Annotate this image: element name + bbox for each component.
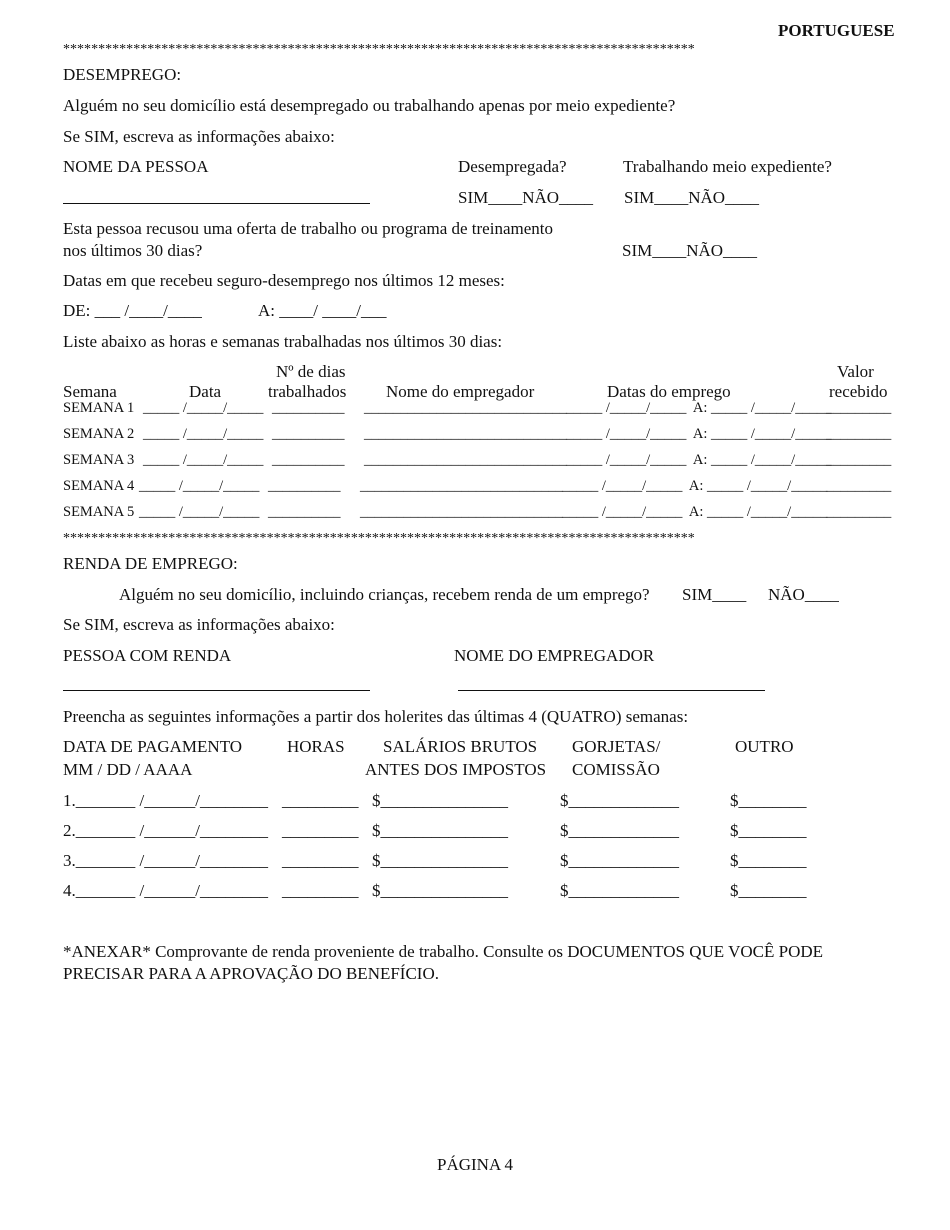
header-gross-line1: SALÁRIOS BRUTOS — [383, 737, 538, 756]
header-gross-line2: ANTES DOS IMPOSTOS — [365, 760, 547, 779]
header-pay-date-line2: MM / DD / AAAA — [63, 760, 193, 779]
refused-offer-line2: nos últimos 30 dias? — [63, 241, 203, 260]
pay-hours-field[interactable]: _________ — [282, 821, 359, 840]
pay-date-field[interactable]: 2._______ /______/________ — [63, 821, 268, 840]
refused-offer-sim-nao[interactable]: SIM____NÃO____ — [622, 241, 758, 260]
week-days-field[interactable]: __________ — [272, 400, 345, 416]
week-date-field[interactable]: _____ /_____/_____ — [143, 452, 264, 468]
week-label: SEMANA 1 — [63, 400, 135, 416]
part-time-sim-nao[interactable]: SIM____NÃO____ — [624, 188, 760, 207]
col-unemployed: Desempregada? — [458, 157, 567, 176]
unemployment-title: DESEMPREGO: — [63, 65, 182, 84]
divider-middle: ****************************************************************************************** — [63, 531, 695, 546]
week-value-field[interactable]: _________ — [826, 400, 892, 416]
employer-name-field[interactable] — [458, 690, 765, 691]
pay-other-field[interactable]: $________ — [730, 881, 807, 900]
unemployment-if-yes: Se SIM, escreva as informações abaixo: — [63, 127, 335, 146]
header-other: OUTRO — [735, 737, 794, 756]
pay-other-field[interactable]: $________ — [730, 791, 807, 810]
week-days-field[interactable]: __________ — [268, 504, 341, 520]
attachment-note-line2: PRECISAR PARA A APROVAÇÃO DO BENEFÍCIO. — [63, 964, 439, 983]
divider-top: ****************************************************************************************** — [63, 42, 695, 57]
benefit-from-field[interactable]: DE: ___ /____/____ — [63, 301, 202, 320]
week-label: SEMANA 4 — [63, 478, 135, 494]
week-days-field[interactable]: __________ — [272, 452, 345, 468]
unemployed-sim-nao[interactable]: SIM____NÃO____ — [458, 188, 594, 207]
week-employer-field[interactable]: ____________________________ — [364, 426, 567, 442]
benefit-to-field[interactable]: A: ____/ ____/___ — [258, 301, 387, 320]
pay-other-field[interactable]: $________ — [730, 851, 807, 870]
week-label: SEMANA 3 — [63, 452, 135, 468]
week-date-field[interactable]: _____ /_____/_____ — [143, 400, 264, 416]
person-with-income-field[interactable] — [63, 690, 370, 691]
header-value-line2: recebido — [829, 382, 888, 401]
header-hours: HORAS — [287, 737, 345, 756]
pay-hours-field[interactable]: _________ — [282, 791, 359, 810]
pay-gross-field[interactable]: $_______________ — [372, 851, 508, 870]
header-week: Semana — [63, 382, 117, 401]
pay-hours-field[interactable]: _________ — [282, 881, 359, 900]
week-label: SEMANA 2 — [63, 426, 135, 442]
header-value-line1: Valor — [837, 362, 874, 381]
refused-offer-line1: Esta pessoa recusou uma oferta de trabalho ou programa de treinamento — [63, 219, 553, 238]
pay-tips-field[interactable]: $_____________ — [560, 881, 679, 900]
employment-income-question: Alguém no seu domicílio, incluindo crianças, recebem renda de um emprego? — [119, 585, 650, 604]
pay-tips-field[interactable]: $_____________ — [560, 851, 679, 870]
pay-hours-field[interactable]: _________ — [282, 851, 359, 870]
pay-gross-field[interactable]: $_______________ — [372, 821, 508, 840]
week-employer-field[interactable]: ____________________________ — [360, 478, 563, 494]
week-days-field[interactable]: __________ — [268, 478, 341, 494]
week-value-field[interactable]: _________ — [826, 426, 892, 442]
col-person-name: NOME DA PESSOA — [63, 157, 209, 176]
header-days-line2: trabalhados — [268, 382, 347, 401]
col-employer-name: NOME DO EMPREGADOR — [454, 646, 655, 665]
pay-date-field[interactable]: 4._______ /______/________ — [63, 881, 268, 900]
unemployment-question: Alguém no seu domicílio está desempregado ou trabalhando apenas por meio expediente? — [63, 96, 676, 115]
pay-gross-field[interactable]: $_______________ — [372, 791, 508, 810]
pay-date-field[interactable]: 3._______ /______/________ — [63, 851, 268, 870]
week-days-field[interactable]: __________ — [272, 426, 345, 442]
week-employment-dates-field[interactable]: _____ /_____/_____ A: _____ /_____/_____ — [566, 426, 832, 442]
week-value-field[interactable]: _________ — [826, 478, 892, 494]
header-employment-dates: Datas do emprego — [607, 382, 731, 401]
pay-tips-field[interactable]: $_____________ — [560, 821, 679, 840]
employment-income-title: RENDA DE EMPREGO: — [63, 554, 238, 573]
attachment-note-line1: *ANEXAR* Comprovante de renda proveniente de trabalho. Consulte os DOCUMENTOS QUE VOCÊ PODE — [63, 942, 824, 961]
week-date-field[interactable]: _____ /_____/_____ — [139, 478, 260, 494]
income-sim-field[interactable]: SIM____ — [682, 585, 747, 604]
week-employer-field[interactable]: ____________________________ — [360, 504, 563, 520]
hours-weeks-prompt: Liste abaixo as horas e semanas trabalhadas nos últimos 30 dias: — [63, 332, 503, 351]
week-employment-dates-field[interactable]: _____ /_____/_____ A: _____ /_____/_____ — [566, 452, 832, 468]
paystub-prompt: Preencha as seguintes informações a partir dos holerites das últimas 4 (QUATRO) semanas: — [63, 707, 689, 726]
col-person-with-income: PESSOA COM RENDA — [63, 646, 232, 665]
col-part-time: Trabalhando meio expediente? — [623, 157, 832, 176]
pay-other-field[interactable]: $________ — [730, 821, 807, 840]
pay-date-field[interactable]: 1._______ /______/________ — [63, 791, 268, 810]
benefit-dates-prompt: Datas em que recebeu seguro-desemprego nos últimos 12 meses: — [63, 271, 505, 290]
week-employment-dates-field[interactable]: _____ /_____/_____ A: _____ /_____/_____ — [562, 478, 828, 494]
week-employment-dates-field[interactable]: _____ /_____/_____ A: _____ /_____/_____ — [562, 504, 828, 520]
person-name-field[interactable] — [63, 203, 370, 204]
language-label: PORTUGUESE — [778, 21, 895, 40]
week-date-field[interactable]: _____ /_____/_____ — [139, 504, 260, 520]
header-tips-line2: COMISSÃO — [572, 760, 660, 779]
week-value-field[interactable]: _________ — [826, 504, 892, 520]
header-tips-line1: GORJETAS/ — [572, 737, 661, 756]
income-if-yes: Se SIM, escreva as informações abaixo: — [63, 615, 335, 634]
header-days-line1: Nº de dias — [276, 362, 346, 381]
header-pay-date-line1: DATA DE PAGAMENTO — [63, 737, 243, 756]
pay-tips-field[interactable]: $_____________ — [560, 791, 679, 810]
week-date-field[interactable]: _____ /_____/_____ — [143, 426, 264, 442]
pay-gross-field[interactable]: $_______________ — [372, 881, 508, 900]
income-nao-field[interactable]: NÃO____ — [768, 585, 839, 604]
week-employer-field[interactable]: ____________________________ — [364, 400, 567, 416]
header-employer: Nome do empregador — [386, 382, 535, 401]
week-employer-field[interactable]: ____________________________ — [364, 452, 567, 468]
page-number: PÁGINA 4 — [437, 1155, 514, 1174]
week-value-field[interactable]: _________ — [826, 452, 892, 468]
week-label: SEMANA 5 — [63, 504, 135, 520]
header-date: Data — [189, 382, 222, 401]
week-employment-dates-field[interactable]: _____ /_____/_____ A: _____ /_____/_____ — [566, 400, 832, 416]
